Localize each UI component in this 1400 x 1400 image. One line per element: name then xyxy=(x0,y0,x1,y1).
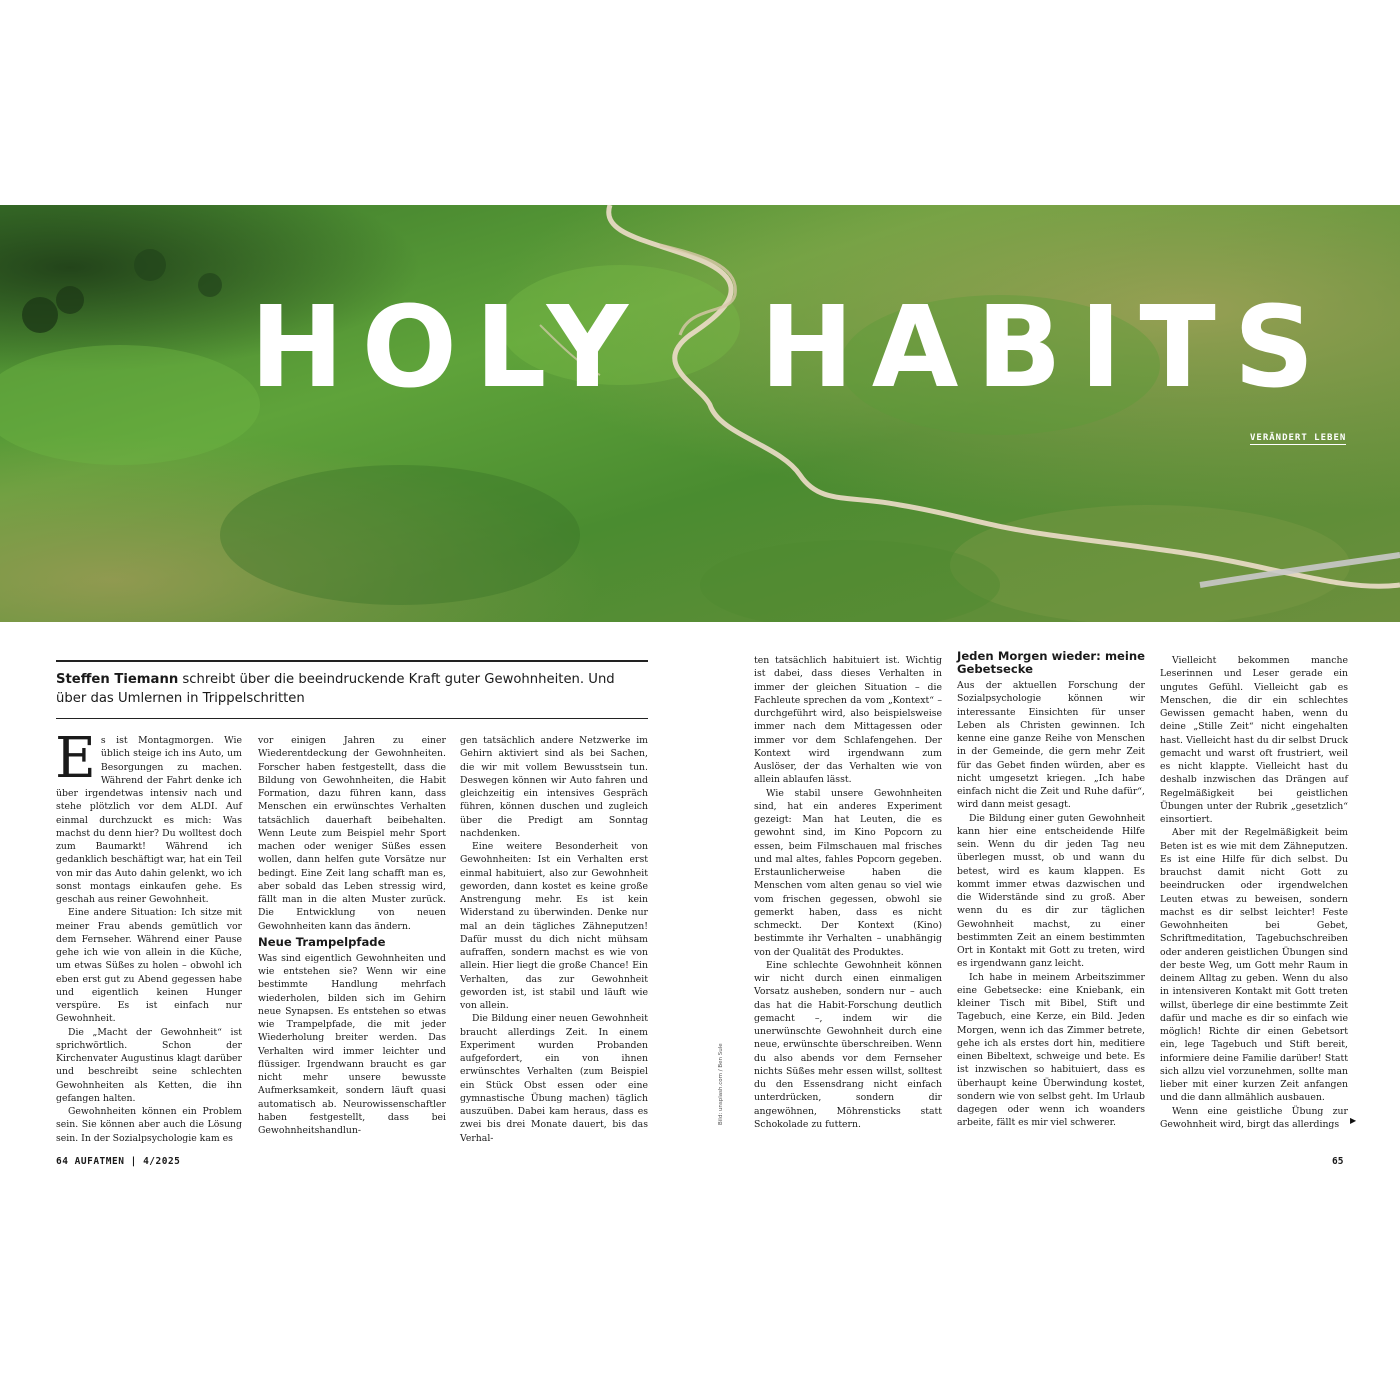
paragraph: Eine weitere Besonderheit von Gewohnheiten: Ist ein Verhalten erst einmal habituiert, also zur Gewohnheit geworden, dann kostet es keine große Anstrengung mehr. Es ist kein Widerstand zu überwinden. Denke nur mal an dein tägliches Zähneputzen! Dafür musst du dich nicht mühsam aufraffen, sondern machst es wie von allein. Hier liegt die große Chance! Ein Verhalten, das zur Gewohnheit geworden ist, ist stabil und läuft wie von allein. xyxy=(460,841,648,1011)
continue-arrow-icon: ▶ xyxy=(1350,1116,1357,1125)
article-column-2 xyxy=(258,734,446,1137)
paragraph: Die „Macht der Gewohnheit“ ist sprichwörtlich. Schon der Kirchenvater Augustinus klagt darüber und beschreibt seine schlechten Gewohnheiten als Ketten, die ihn gefangen halten. xyxy=(56,1026,242,1104)
paragraph: Eine schlechte Gewohnheit können wir nicht durch einen einmaligen Vorsatz ausheben, sondern nur – auch das hat die Habit-Forschung deutlich gemacht –, indem wir die unerwünschte Gewohnheit durch eine neue, erwünschte überschreiben. Wenn du also abends vor dem Fernseher nichts Süßes mehr essen willst, solltest du den Essensdrang nicht einfach unterdrücken, sondern dir angewöhnen, Möhrensticks statt Schokolade zu futtern. xyxy=(754,959,942,1130)
article-column-3 xyxy=(460,734,648,1145)
paragraph: ten tatsächlich habituiert ist. Wichtig ist dabei, dass dieses Verhalten in immer der gleichen Situation – die Fachleute sprechen da vom „Kontext“ – durchgeführt wird, also beispielsweise immer nach dem Mittagessen oder immer vor dem Schlafengehen. Der Kontext wird irgendwann zum Auslöser, der das Verhalten wie von allein ablaufen lässt. xyxy=(754,655,942,786)
paragraph: Was sind eigentlich Gewohnheiten und wie entstehen sie? Wenn wir eine bestimmte Handlung mehrfach wiederholen, bilden sich im Gehirn neue Synapsen. Es entstehen so etwas wie Trampelpfade, die mit jeder Wiederholung breiter werden. Das Verhalten wird immer leichter und flüssiger. Irgendwann braucht es gar nicht mehr unsere bewusste Aufmerksamkeit, sondern läuft quasi automatisch ab. Neurowissenschaftler haben festgestellt, dass bei Gewohnheitshandlun- xyxy=(258,952,446,1136)
paragraph: Es ist Montagmorgen. Wie üblich steige ich ins Auto, um Besorgungen zu machen. Während der Fahrt denke ich über irgendetwas intensiv nach und stehe plötzlich vor dem ALDI. Auf einmal durchzuckt es mich: Was machst du denn hier? Du wolltest doch zum Baumarkt! Während ich gedanklich beschäftigt war, hat ein Teil von mir das Auto dahin gelenkt, wo ich sonst montags einkaufen gehe. Es geschah aus reiner Gewohnheit. xyxy=(55,726,242,905)
hero-image xyxy=(0,205,1400,622)
section-label: VERÄNDERT LEBEN xyxy=(1250,433,1347,443)
paragraph: gen tatsächlich andere Netzwerke im Gehirn aktiviert sind als bei Sachen, die wir mit vollem Bewusstsein tun. Deswegen können wir Auto fahren und gleichzeitig ein intensives Gespräch führen, können duschen und zugleich über die Predigt am Sonntag nachdenken. xyxy=(460,735,648,839)
footer-left-folio: 64 AUFATMEN | 4/2025 xyxy=(56,1156,181,1167)
paragraph: vor einigen Jahren zu einer Wiederentdeckung der Gewohnheiten. Forscher haben festgestellt, dass die Bildung von Gewohnheiten, die Habit Formation, dazu führen kann, dass Menschen ein erwünschtes Verhalten tatsächlich dauerhaft beibehalten. Wenn Leute zum Beispiel mehr Sport machen oder weniger Süßes essen wollen, dann helfen gute Vorsätze nur bedingt. Eine Zeit lang schafft man es, aber sobald das Leben stressig wird, fällt man in die alten Muster zurück. Die Entwicklung von neuen Gewohnheiten kann das ändern. xyxy=(258,735,446,932)
article-column-4 xyxy=(754,654,942,1131)
page-title: HOLY HABITS xyxy=(250,283,1333,413)
paragraph: Aus der aktuellen Forschung der Sozialpsychologie können wir interessante Einsichten für unser Leben als Christen gewinnen. Ich kenne eine ganze Reihe von Menschen in der Gemeinde, die gern mehr Zeit für das Gebet finden würden, aber es nicht umgesetzt kriegen. „Ich habe einfach nicht die Zeit und Ruhe dafür“, wird dann meist gesagt. xyxy=(957,680,1145,811)
article-column-6 xyxy=(1160,654,1348,1131)
article-column-1 xyxy=(55,726,242,1145)
paragraph: Aber mit der Regelmäßigkeit beim Beten ist es wie mit dem Zähneputzen. Es ist eine Hilfe für dich selbst. Du brauchst damit nicht Gott zu beeindrucken oder irgendwelchen Leuten etwas zu beweisen, sondern machst es dir selbst leichter! Feste Gewohnheiten bei Gebet, Schriftmeditation, Tagebuchschreiben oder anderen geistlichen Übungen sind der beste Weg, um Gott mehr Raum in deinem Alltag zu geben. Wenn du also in intensiveren Kontakt mit Gott treten willst, überlege dir eine bestimmte Zeit dafür und mache es dir so einfach wie möglich! Richte dir einen Gebetsort ein, lege Tagebuch und Stift bereit, informiere deine Familie darüber! Statt sich allzu viel vorzunehmen, sollte man lieber mit einer kurzen Zeit anfangen und die dann allmählich ausbauen. xyxy=(1160,827,1348,1104)
author-name: Steffen Tiemann xyxy=(56,672,179,687)
paragraph: Ich habe in meinem Arbeitszimmer eine Gebetsecke: eine Kniebank, ein kleiner Tisch mit Bibel, Stift und Tagebuch, eine Kerze, ein Bild. Jeden Morgen, wenn ich das Zimmer betrete, gehe ich als erstes dort hin, meditiere einen Bibeltext, schweige und bete. Es ist inzwischen so habituiert, dass es überhaupt keine Überwindung kostet, sondern wie von selbst geht. Im Urlaub dagegen oder wenn ich woanders arbeite, fällt es mir viel schwerer. xyxy=(957,971,1145,1129)
footer-right-folio: 65 xyxy=(1332,1156,1344,1167)
paragraph: Gewohnheiten können ein Problem sein. Sie können aber auch die Lösung sein. In der Sozialpsychologie kam es xyxy=(56,1106,242,1144)
paragraph: Wenn eine geistliche Übung zur Gewohnheit wird, birgt das allerdings xyxy=(1160,1105,1348,1130)
subheading: Jeden Morgen wieder: meine Gebetsecke xyxy=(957,649,1145,676)
paragraph: Die Bildung einer guten Gewohnheit kann hier eine entscheidende Hilfe sein. Wenn du dir jeden Tag neu überlegen musst, ob und wann du betest, wird es kaum klappen. Es kommt immer etwas dazwischen und die Widerstände sind zu groß. Aber wenn du es dir zur täglichen Gewohnheit machst, zu einer bestimmten Zeit an einem bestimmten Ort in Kontakt mit Gott zu treten, wird es irgendwann ganz leicht. xyxy=(957,812,1145,970)
aerial-landscape-photo xyxy=(0,205,1400,622)
article-column-5 xyxy=(957,650,1145,1130)
drop-cap: E xyxy=(55,726,96,791)
paragraph: Wie stabil unsere Gewohnheiten sind, hat ein anderes Experiment gezeigt: Man hat Leuten, die es gewohnt sind, im Kino Popcorn zu essen, beim Filmschauen mal frisches und mal altes, fahles Popcorn gegeben. Erstaunlicherweise haben die Menschen vom alten genau so viel wie vom frischen gegessen, obwohl sie gemerkt haben, dass es nicht schmeckt. Der Kontext (Kino) bestimmte ihr Verhalten – unabhängig von der Qualität des Produktes. xyxy=(754,787,942,958)
paragraph: Eine andere Situation: Ich sitze mit meiner Frau abends gemütlich vor dem Fernseher. Während einer Pause gehe ich wie von allein in die Küche, um etwas Süßes zu holen – obwohl ich eben erst gut zu Abend gegessen habe und eigentlich keinen Hunger verspüre. Es ist einfach nur Gewohnheit. xyxy=(56,907,242,1025)
lede-text: schreibt über die beeindruckende Kraft guter Gewohnheiten. Und über das Umlernen in Trippelschritten xyxy=(56,672,615,706)
paragraph: Die Bildung einer neuen Gewohnheit braucht allerdings Zeit. In einem Experiment wurden Probanden aufgefordert, ein von ihnen erwünschtes Verhalten (zum Beispiel ein Stück Obst essen oder eine gymnastische Übung machen) täglich auszuüben. Dabei kam heraus, dass es zwei bis drei Monate dauert, bis das Verhal- xyxy=(460,1013,648,1144)
lede xyxy=(56,660,648,719)
photo-credit: Bild: unsplash.com / Ben Sule xyxy=(718,1043,724,1125)
paragraph: Vielleicht bekommen manche Leserinnen und Leser gerade ein ungutes Gefühl. Vielleicht gab es Menschen, die dir ein schlechtes Gewissen gemacht haben, wenn du deine „Stille Zeit“ nicht eingehalten hast. Vielleicht hast du dir selbst Druck gemacht und warst oft frustriert, weil es nicht klappte. Vielleicht hast du deshalb inzwischen das Drängen auf Regelmäßigkeit bei geistlichen Übungen unter der Rubrik „gesetzlich“ einsortiert. xyxy=(1160,655,1348,825)
subheading: Neue Trampelpfade xyxy=(258,934,386,949)
